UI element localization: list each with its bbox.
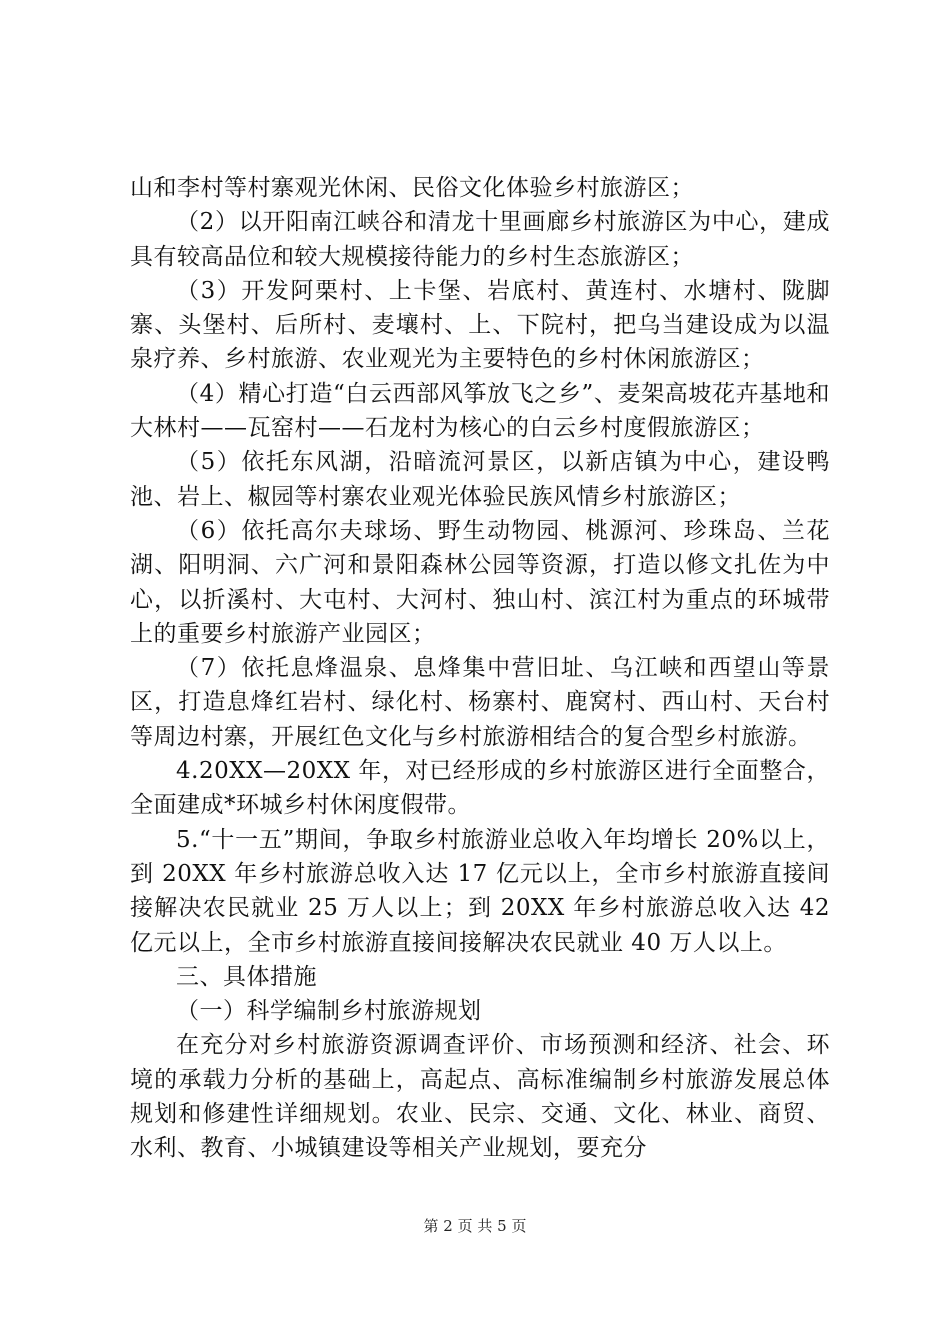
paragraph-continuation: 山和李村等村寨观光休闲、民俗文化体验乡村旅游区；	[130, 175, 694, 201]
paragraph-item-6: （6）依托高尔夫球场、野生动物园、桃源河、珍珠岛、兰花湖、阳明洞、六广河和景阳森林公园等资源，打造以修文扎佐为中心，以折溪村、大屯村、大河村、独山村、滨江村为重点的环城带上的重要乡村旅游产业园区；	[130, 517, 830, 647]
section-heading-measures: 三、具体措施	[176, 963, 317, 990]
document-body	[130, 171, 830, 1166]
paragraph-item-5: （5）依托东风湖，沿暗流河景区，以新店镇为中心，建设鸭池、岩上、椒园等村寨农业观光体验民族风情乡村旅游区；	[130, 449, 830, 510]
paragraph-goal-4: 4.20XX—20XX 年，对已经形成的乡村旅游区进行全面整合，全面建成*环城乡村休闲度假带。	[130, 758, 830, 819]
paragraph-item-2: （2）以开阳南江峡谷和清龙十里画廊乡村旅游区为中心，建成具有较高品位和较大规模接待能力的乡村生态旅游区；	[130, 209, 830, 270]
subsection-heading-planning: （一）科学编制乡村旅游规划	[176, 998, 482, 1025]
paragraph-item-3: （3）开发阿栗村、上卡堡、岩底村、黄连村、水塘村、陇脚寨、头堡村、后所村、麦壤村、上、下院村，把乌当建设成为以温泉疗养、乡村旅游、农业观光为主要特色的乡村休闲旅游区；	[130, 277, 830, 373]
page-footer: 第 2 页 共 5 页	[423, 1217, 527, 1235]
paragraph-goal-5: 5.“十一五”期间，争取乡村旅游业总收入年均增长 20%以上，到 20XX 年乡村旅游总收入达 17 亿元以上，全市乡村旅游直接间接解决农民就业 25 万人以上；到 20XX 年乡村旅游总收入达 42 亿元以上，全市乡村旅游直接间接解决农民就业 40 万人以上。	[130, 826, 830, 956]
paragraph-item-4: （4）精心打造“白云西部风筝放飞之乡”、麦架高坡花卉基地和大林村——瓦窑村——石龙村为核心的白云乡村度假旅游区；	[130, 380, 830, 442]
paragraph-item-7: （7）依托息烽温泉、息烽集中营旧址、乌江峡和西望山等景区，打造息烽红岩村、绿化村、杨寨村、鹿窝村、西山村、天台村等周边村寨，开展红色文化与乡村旅游相结合的复合型乡村旅游。	[130, 655, 830, 750]
paragraph-planning: 在充分对乡村旅游资源调查评价、市场预测和经济、社会、环境的承载力分析的基础上，高起点、高标准编制乡村旅游发展总体规划和修建性详细规划。农业、民宗、交通、文化、林业、商贸、水利、教育、小城镇建设等相关产业规划，要充分	[130, 1032, 830, 1162]
